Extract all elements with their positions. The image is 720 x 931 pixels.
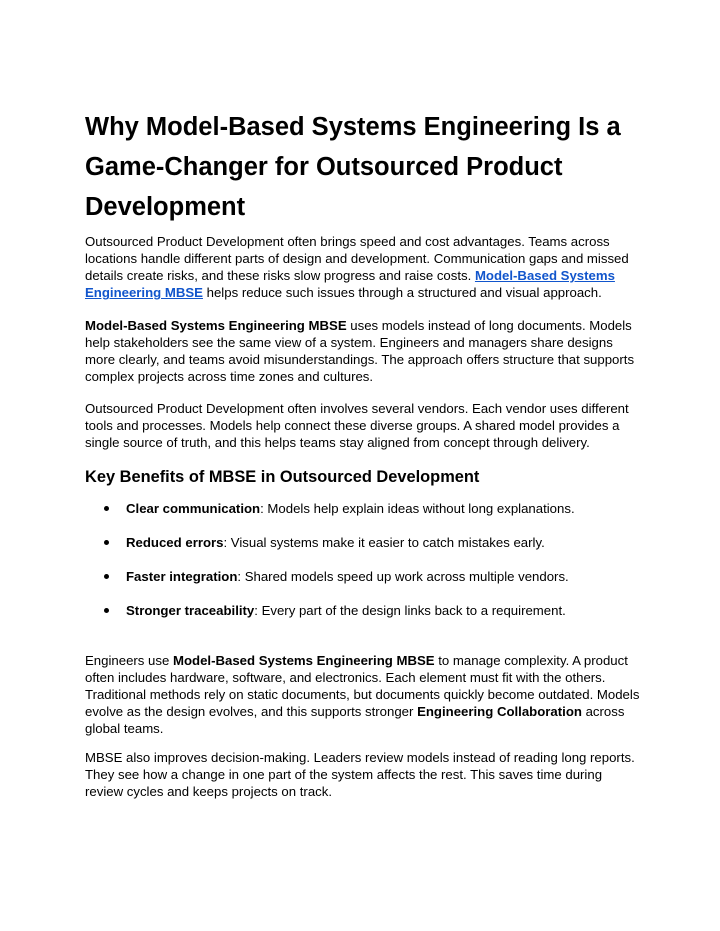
page-title: Why Model-Based Systems Engineering Is a Game-Changer for Outsourced Product Development <box>85 113 621 221</box>
bullet-icon <box>104 540 109 545</box>
vendors-paragraph <box>85 400 640 451</box>
benefit-term: Faster integration <box>126 569 238 584</box>
engineering-collaboration-term: Engineering Collaboration <box>417 704 582 720</box>
intro-text-after: helps reduce such issues through a structured and visual approach. <box>202 285 602 301</box>
mbse-definition-paragraph <box>85 317 640 385</box>
list-item <box>85 534 640 568</box>
complexity-text-2: to manage complexity. A product often includes hardware, software, and electronics. Each element must fit with the others. Traditional methods rely on static documents, but documents quickly become outdated. Models evolve as the design evolves, and this supports stronger <box>85 653 640 720</box>
bullet-icon <box>104 574 109 579</box>
complexity-paragraph <box>85 652 640 737</box>
benefit-desc: : Visual systems make it easier to catch mistakes early. <box>223 535 545 550</box>
intro-paragraph <box>85 233 640 301</box>
benefit-desc: : Models help explain ideas without long explanations. <box>260 501 575 516</box>
section-heading: Key Benefits of MBSE in Outsourced Development <box>85 468 480 486</box>
list-item <box>85 602 640 636</box>
complexity-text-3: across global teams. <box>85 704 625 737</box>
bullet-icon <box>104 608 109 613</box>
mbse-link[interactable]: Model-Based Systems Engineering MBSE <box>85 268 615 301</box>
benefit-term: Stronger traceability <box>126 603 255 618</box>
decision-making-paragraph <box>85 749 640 800</box>
mbse-definition-text: uses models instead of long documents. Models help stakeholders see the same view of a system. Engineers and managers share designs more clearly, and teams avoid misunderstandings. The approach offers structure that supports complex projects across time zones and cultures. <box>85 318 635 385</box>
benefit-desc: : Every part of the design links back to a requirement. <box>254 603 566 618</box>
bullet-icon <box>104 506 109 511</box>
mbse-bold-term: Model-Based Systems Engineering MBSE <box>85 318 347 333</box>
intro-text: Outsourced Product Development often brings speed and cost advantages. Teams across locations handle different parts of design and development. Communication gaps and missed details create risks, and these risks slow progress and raise costs. <box>85 234 629 284</box>
mbse-bold-term: Model-Based Systems Engineering MBSE <box>172 653 435 668</box>
benefit-desc: : Shared models speed up work across multiple vendors. <box>237 569 569 584</box>
document-page <box>85 107 640 800</box>
benefit-term: Reduced errors <box>126 535 224 550</box>
complexity-text-1: Engineers use <box>85 653 173 668</box>
list-item <box>85 500 640 534</box>
benefit-term: Clear communication <box>126 501 261 516</box>
decision-making-text: MBSE also improves decision-making. Leaders review models instead of reading long reports. They see how a change in one part of the system affects the rest. This saves time during review cycles and keeps projects on track. <box>85 750 635 800</box>
vendors-text: Outsourced Product Development often involves several vendors. Each vendor uses different tools and processes. Models help connect these diverse groups. A shared model provides a single source of truth, and this helps teams stay aligned from concept through delivery. <box>85 401 629 451</box>
benefits-list <box>85 500 640 636</box>
list-item <box>85 568 640 602</box>
